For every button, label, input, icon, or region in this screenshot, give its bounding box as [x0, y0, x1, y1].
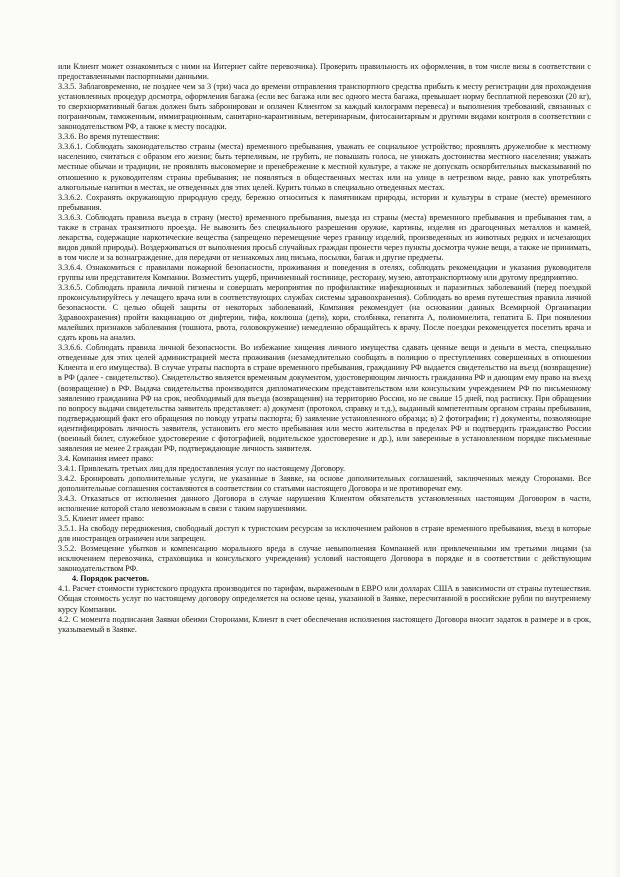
paragraph-visa-check: или Клиент может ознакомиться с ними на Интернет сайте перевозчика). Проверить правильность их оформления, в том числе визы в соответствии с предоставленными паспортными данными.	[58, 62, 591, 82]
paragraph-3-3-6-6: 3.3.6.6. Соблюдать правила личной безопасности. Во избежание хищения личного имущества сдавать ценные вещи и деньги в места, специально отведенные для этих целей администрацией места проживания (незамедлительно сообщать в полицию о преступлениях совершенных в отношении Клиента и его имущества). В случае утраты паспорта в стране временного пребывания, гражданину РФ выдается свидетельство на въезд (возвращение) в РФ (далее - свидетельство). Свидетельство является временным документом, удостоверяющим личность гражданина РФ и дающим ему право на въезд (возвращение) в РФ. Выдача свидетельства производится дипломатическим представительством или консульским учреждением РФ по письменному заявлению гражданина РФ на срок, необходимый для въезда (возвращения) на территорию России, но не свыше 15 дней, под расписку. При обращении по вопросу выдачи свидетельства заявитель представляет: а) документ (протокол, справку и т.д.), выданный компетентным органом страны пребывания, подтверждающий факт его обращения по поводу утраты паспорта; б) заявление установленного образца; в) 2 фотографии; г) документы, позволяющие идентифицировать личность заявителя, установить его место пребывания или место жительства в пределах РФ и подтвердить гражданство России (военный билет, служебное удостоверение с фотографией, водительское удостоверение и др.), или заверенные в установленном порядке письменные заявления не менее 2 граждан РФ, подтверждающие личность заявителя.	[58, 343, 591, 453]
paragraph-3-5: 3.5. Клиент имеет право:	[58, 514, 145, 524]
paragraph-3-3-6: 3.3.6. Во время путешествия:	[58, 132, 160, 142]
paragraph-4-2: 4.2. С момента подписания Заявки обеими Сторонами, Клиент в счет обеспечения исполнения настоящего Договора вносит задаток в размере и в срок, указываемый в Заявке.	[58, 614, 591, 634]
paragraph-3-3-6-4: 3.3.6.4. Ознакомиться с правилами пожарной безопасности, проживания и поведения в отелях, соблюдать рекомендации и указания руководителя группы или представителя Компании. Возместить ущерб, причиненный гостинице, ресторану, музею, автотранспортному или другому предприятию.	[58, 262, 591, 282]
paragraph-3-4-3: 3.4.3. Отказаться от исполнения данного Договора в случае нарушения Клиентом обязательств установленных настоящим Договором в части, исполнение которой стало невозможным в связи с таким нарушениями.	[58, 494, 591, 514]
paragraph-3-5-1: 3.5.1. На свободу передвижения, свободный доступ к туристским ресурсам за исключением районов в стране временного пребывания, въезд в которые для иностранцев ограничен или запрещен.	[58, 524, 591, 544]
paragraph-3-4: 3.4. Компания имеет право:	[58, 453, 154, 463]
paragraph-3-5-2: 3.5.2. Возмещение убытков и компенсацию морального вреда в случае невыполнения Компанией или привлеченными им третьими лицами (за исключением перевозчика, страховщика и консульского учреждения) условий настоящего Договора в порядке и в соответствии с действующим законодательством РФ.	[58, 544, 591, 574]
section-heading-payments: 4. Порядок расчетов.	[72, 574, 149, 584]
paragraph-3-4-2: 3.4.2. Бронировать дополнительные услуги, не указанные в Заявке, на основе дополнительных соглашений, заключенных между Сторонами. Все дополнительные соглашения составляются в соответствии со статьями настоящего Договора и не противоречат ему.	[58, 473, 591, 493]
paragraph-3-3-6-3: 3.3.6.3. Соблюдать правила въезда в страну (место) временного пребывания, выезда из страны (места) временного пребывания и пребывания там, а также в странах транзитного проезда. Не вывозить без специального разрешения оружие, картины, изделия из драгоценных металлов и камней, лекарства, содержащие наркотические вещества (запрещено перемещение через границу изделий, произведенных из животных редких и исчезающих видов дикой природы). Воздерживаться от выполнения просьб случайных граждан пронести через пункты досмотра чужие вещи, а также не принимать, в том числе и за вознаграждение, для передачи от незнакомых лиц письма, посылки, багаж и другие предметы.	[58, 212, 591, 262]
paragraph-3-3-6-1: 3.3.6.1. Соблюдать законодательство страны (места) временного пребывания, уважать ее социальное устройство; проявлять дружелюбие к местному населению, считаться с образом его жизни; быть терпеливым, не грубить, не повышать голоса, не унижать достоинства местного населения; уважать местные обычаи и традиции, не проявлять высокомерие и пренебрежение к местной культуре, а также не допускать оскорбительных высказываний по отношению к руководителям страны пребывания; не появляться в общественных местах или на улице в нетрезвом виде, равно как употреблять алкогольные напитки в местах, не отведенных для этих целей. Курить только в специально отведенных местах.	[58, 142, 591, 192]
paragraph-3-3-6-2: 3.3.6.2. Сохранять окружающую природную среду, бережно относиться к памятникам природы, истории и культуры в стране (месте) временного пребывания.	[58, 192, 591, 212]
paragraph-4-1: 4.1. Расчет стоимости туристского продукта производится по тарифам, выраженным в ЕВРО или долларах США в зависимости от страны путешествия. Общая стоимость услуг по настоящему договору определяется на основе цены, указанной в Заявке, пересчитанной в российские рубли по внутреннему курсу Компании.	[58, 584, 591, 614]
paragraph-3-3-5: 3.3.5. Заблаговременно, не позднее чем за 3 (три) часа до времени отправления транспортного средства прибыть к месту регистрации для прохождения установленных процедур досмотра, оформления багажа (если вес багажа или вес одного места багажа, превышает норму бесплатной перевозки (20 кг), то сверхнормативный багаж должен быть забронирован и оплачен Клиентом за каждый килограмм перевеса) и выполнения требований, связанных с пограничным, таможенным, иммиграционным, санитарно-карантинным, ветеринарным, фитосанитарным и другими видами контроля в соответствии с законодательством РФ, а также к месту посадки.	[58, 82, 591, 132]
document-body	[58, 62, 591, 635]
scan-edge-shadow	[614, 0, 620, 877]
paragraph-3-4-1: 3.4.1. Привлекать третьих лиц для предоставления услуг по настоящему Договору.	[58, 463, 345, 473]
paragraph-3-3-6-5: 3.3.6.5. Соблюдать правила личной гигиены и совершать мероприятия по профилактике инфекционных и паразитных заболеваний (перед поездкой проконсультируйтесь у лечащего врача или в соответствующих службах системы здравоохранения). Соблюдать во время путешествия правила личной безопасности. С целью общей защиты от некоторых заболеваний, Компания рекомендует (на основании данных Всемирной Организации Здравоохранения) пройти вакцинацию от дифтерии, тифа, коклюша (дети), кори, столбняка, гепатита А, полиомиелита, гепатита Б. При появлении малейших признаков заболевания (тошнота, рвота, головокружение) немедленно обращайтесь к врачу. После поездки рекомендуется посетить врача и сдать кровь на анализ.	[58, 283, 591, 343]
